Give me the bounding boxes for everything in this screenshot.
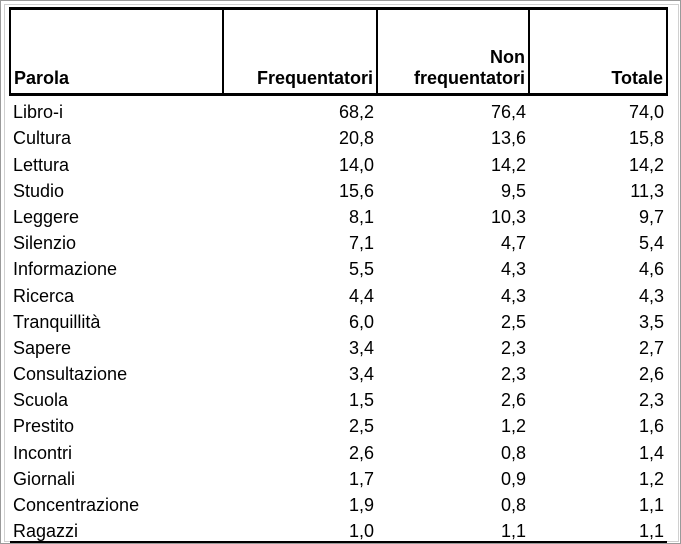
table-row (10, 332, 667, 358)
cell-total: 4,6 (638, 259, 664, 280)
cell-nonfrequent: 0,8 (500, 442, 526, 463)
table-row (10, 463, 667, 489)
cell-word: Informazione (13, 259, 118, 280)
cell-word: Concentrazione (13, 495, 140, 515)
cell-nonfrequent: 2,5 (500, 311, 526, 332)
cell-frequent: 1,0 (223, 515, 377, 542)
cell-nonfrequent: 14,2 (490, 154, 526, 175)
table-row (10, 489, 667, 515)
cell-frequent: 6,0 (348, 311, 374, 332)
cell-frequent: 3,4 (348, 364, 374, 385)
cell-total: 2,3 (638, 390, 664, 411)
cell-total: 1,4 (638, 442, 664, 463)
cell-word: Sapere (13, 337, 72, 358)
cell-word: Tranquillità (13, 311, 101, 332)
cell-nonfrequent: 1,2 (500, 416, 526, 437)
cell-nonfrequent: 10,3 (490, 206, 526, 227)
cell-total: 3,5 (638, 311, 664, 332)
word-frequency-table (9, 7, 668, 543)
header-row (10, 9, 667, 95)
cell-word: Cultura (13, 128, 72, 149)
table-row (10, 384, 667, 410)
cell-frequent: 4,4 (348, 285, 374, 306)
table-row (10, 279, 667, 305)
table-row (10, 95, 667, 123)
cell-nonfrequent: 9,5 (500, 180, 526, 201)
cell-nonfrequent: 13,6 (490, 128, 526, 149)
table-row (10, 410, 667, 436)
cell-word: Studio (13, 180, 65, 201)
cell-total: 4,3 (638, 285, 664, 306)
cell-total: 2,6 (638, 364, 664, 385)
table-row (10, 515, 667, 542)
cell-nonfrequent: 0,8 (500, 495, 526, 515)
cell-nonfrequent: 76,4 (490, 102, 526, 123)
cell-nonfrequent: 2,6 (500, 390, 526, 411)
header-frequent-label: Frequentatori (256, 68, 373, 88)
cell-frequent: 2,6 (348, 442, 374, 463)
cell-frequent: 15,6 (338, 180, 374, 201)
cell-word: Incontri (13, 442, 73, 463)
cell-word: Consultazione (13, 364, 128, 385)
cell-nonfrequent: 4,3 (500, 285, 526, 306)
cell-nonfrequent: 2,3 (500, 337, 526, 358)
cell-word: Ragazzi (10, 515, 223, 542)
cell-frequent: 5,5 (348, 259, 374, 280)
header-frequent (223, 9, 377, 95)
cell-total: 2,7 (638, 337, 664, 358)
cell-frequent: 14,0 (338, 154, 374, 175)
cell-nonfrequent: 4,3 (500, 259, 526, 280)
cell-total: 11,3 (630, 180, 664, 201)
cell-nonfrequent: 1,1 (377, 515, 529, 542)
cell-total: 14,2 (628, 154, 664, 175)
header-word-label: Parola (14, 68, 70, 88)
table-row (10, 358, 667, 384)
cell-frequent: 3,4 (348, 337, 374, 358)
table-row (10, 201, 667, 227)
cell-word: Prestito (13, 416, 75, 437)
header-nonfrequent-line1: Non (490, 47, 525, 67)
table-row (10, 227, 667, 253)
cell-frequent: 1,5 (348, 390, 374, 411)
cell-frequent: 20,8 (338, 128, 374, 149)
cell-frequent: 1,9 (348, 495, 374, 515)
cell-frequent: 68,2 (338, 102, 374, 123)
table-row (10, 306, 667, 332)
cell-total: 1,1 (529, 515, 667, 542)
header-total-label: Totale (611, 68, 663, 88)
cell-total: 1,6 (638, 416, 664, 437)
table-header (10, 9, 667, 95)
cell-frequent: 7,1 (348, 233, 374, 254)
cell-word: Libro-i (13, 102, 64, 123)
cell-word: Leggere (13, 206, 80, 227)
table-row (10, 253, 667, 279)
header-nonfrequent-line2: frequentatori (413, 68, 525, 88)
cell-word: Giornali (13, 468, 76, 489)
cell-total: 5,4 (638, 233, 664, 254)
cell-word: Lettura (13, 154, 70, 175)
table-row (10, 436, 667, 462)
cell-total: 1,2 (638, 468, 664, 489)
header-nonfrequent (377, 9, 529, 95)
cell-frequent: 8,1 (348, 206, 374, 227)
header-total (529, 9, 667, 95)
cell-word: Scuola (13, 390, 69, 411)
cell-nonfrequent: 4,7 (500, 233, 526, 254)
cell-total: 74,0 (628, 102, 664, 123)
table-body (10, 95, 667, 543)
cell-frequent: 1,7 (348, 468, 374, 489)
cell-total: 15,8 (628, 128, 664, 149)
cell-word: Silenzio (13, 233, 77, 254)
cell-total: 9,7 (638, 206, 664, 227)
cell-frequent: 2,5 (348, 416, 374, 437)
cell-nonfrequent: 0,9 (500, 468, 526, 489)
cell-word: Ricerca (13, 285, 75, 306)
cell-nonfrequent: 2,3 (500, 364, 526, 385)
cell-total: 1,1 (638, 495, 664, 515)
table-row (10, 148, 667, 174)
header-word (10, 9, 223, 95)
table-row (10, 122, 667, 148)
table-row (10, 175, 667, 201)
